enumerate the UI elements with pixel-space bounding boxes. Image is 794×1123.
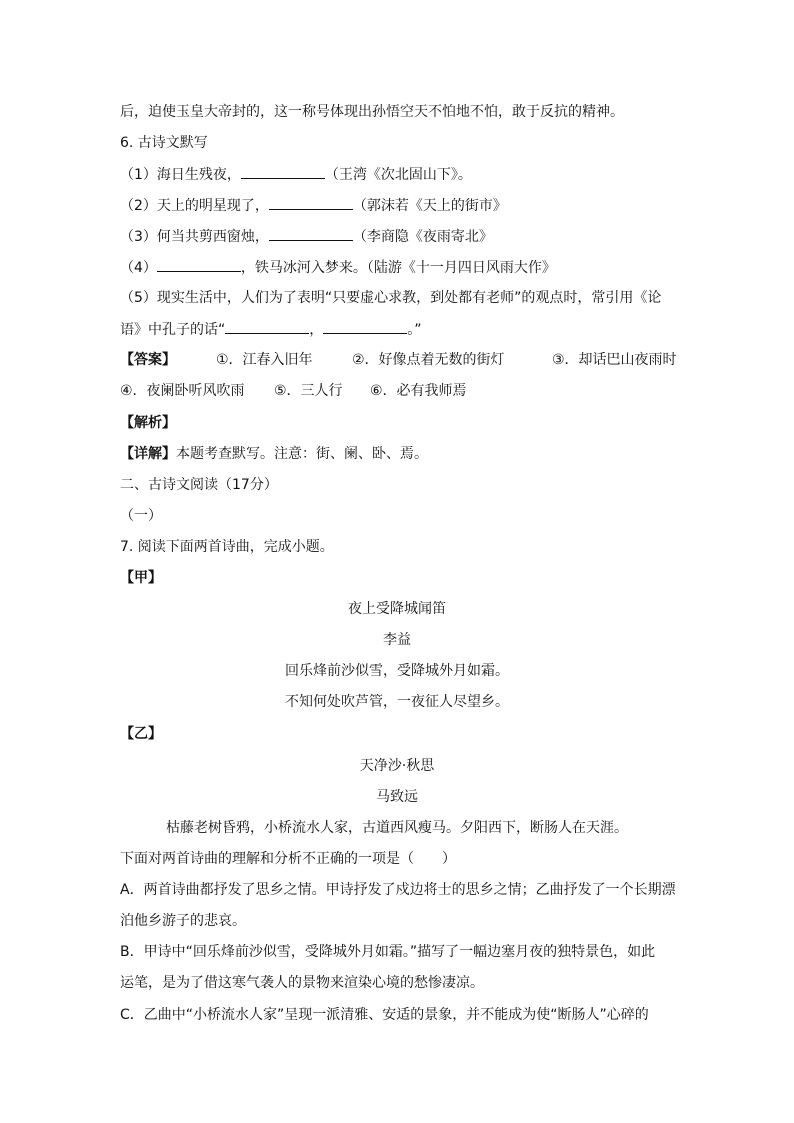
option-b-line-2: 运笔，是为了借这寒气袭人的景物来渲染心境的愁惨凄凉。 bbox=[120, 975, 484, 991]
section-2-part: （一） bbox=[120, 508, 162, 524]
poem-a-line-2: 不知何处吹芦管，一夜征人尽望乡。 bbox=[285, 694, 509, 710]
answer-blank bbox=[269, 195, 353, 210]
answer-item-6: ⑥．必有我师焉 bbox=[370, 383, 467, 399]
q6-item-2 bbox=[120, 195, 507, 216]
answer-item-4: ④．夜阑卧听风吹雨 bbox=[120, 383, 245, 399]
q7-stem: 7. 阅读下面两首诗曲，完成小题。 bbox=[120, 539, 334, 555]
answer-blank bbox=[323, 319, 407, 334]
q6-item-1-post: （王湾《次北固山下》。 bbox=[324, 167, 472, 183]
answer-blank bbox=[269, 226, 353, 241]
q6-item-1-pre: （1）海日生残夜， bbox=[120, 167, 241, 183]
poem-a-line-1: 回乐烽前沙似雪，受降城外月如霜。 bbox=[285, 663, 509, 679]
q6-item-5-line-2 bbox=[120, 319, 422, 340]
answer-line-2 bbox=[120, 381, 467, 401]
section-2-title: 二、古诗文阅读（17分） bbox=[120, 477, 278, 493]
answer-line-1 bbox=[120, 350, 677, 370]
q6-item-2-pre: （2）天上的明星现了， bbox=[120, 198, 269, 214]
question-stem: 下面对两首诗曲的理解和分析不正确的一项是（ ） bbox=[120, 851, 456, 867]
q6-item-2-post: （郭沫若《天上的街市》 bbox=[352, 198, 507, 214]
answer-blank bbox=[225, 319, 309, 334]
option-a-line-2: 泊他乡游子的悲哀。 bbox=[120, 913, 246, 929]
q6-item-5-post: 。” bbox=[407, 322, 422, 338]
poem-b-author: 马致远 bbox=[376, 789, 418, 805]
answer-item-5: ⑤．三人行 bbox=[274, 383, 343, 399]
analysis-label: 【解析】 bbox=[120, 415, 176, 431]
q6-item-1 bbox=[120, 164, 472, 185]
q6-item-3 bbox=[120, 226, 493, 247]
answer-item-3: ③．却话巴山夜雨时 bbox=[552, 352, 677, 368]
option-a-line-1: A．两首诗曲都抒发了思乡之情。甲诗抒发了戍边将士的思乡之情；乙曲抒发了一个长期漂 bbox=[120, 882, 676, 898]
q6-item-5-line-1: （5）现实生活中，人们为了表明“只要虚心求教，到处都有老师”的观点时，常引用《论 bbox=[120, 290, 662, 306]
q6-item-4-pre: （4） bbox=[120, 260, 157, 276]
answer-item-1: ①．江春入旧年 bbox=[216, 352, 313, 368]
q6-item-3-post: （李商隐《夜雨寄北》 bbox=[352, 229, 493, 245]
q6-item-3-pre: （3）何当共剪西窗烛， bbox=[120, 229, 269, 245]
answer-item-2: ②．好像点着无数的街灯 bbox=[352, 352, 505, 368]
answer-blank bbox=[241, 164, 325, 179]
answer-blank bbox=[157, 257, 241, 272]
q6-item-4 bbox=[120, 257, 556, 278]
q6-heading: 6. 古诗文默写 bbox=[120, 135, 208, 151]
poem-a-label: 【甲】 bbox=[120, 570, 162, 586]
q5-tail-text: 后，迫使玉皇大帝封的，这一称号体现出孙悟空天不怕地不怕，敢于反抗的精神。 bbox=[120, 104, 624, 120]
poem-a-title: 夜上受降城闻笛 bbox=[348, 601, 446, 617]
poem-b-label: 【乙】 bbox=[120, 726, 162, 742]
detail-text: 本题考查默写。注意：街、阑、卧、焉。 bbox=[176, 446, 428, 462]
poem-a-author: 李益 bbox=[383, 632, 411, 648]
poem-b-title: 天净沙·秋思 bbox=[359, 758, 435, 774]
q6-item-5-mid: ， bbox=[309, 322, 324, 338]
option-b-line-1: B．甲诗中“回乐烽前沙似雪，受降城外月如霜。”描写了一幅边塞月夜的独特景色，如此 bbox=[120, 944, 656, 960]
poem-b-line-1: 枯藤老树昏鸦，小桥流水人家，古道西风瘦马。夕阳西下，断肠人在天涯。 bbox=[166, 820, 628, 836]
detail-line bbox=[120, 444, 428, 464]
answer-label: 【答案】 bbox=[120, 352, 176, 368]
option-c-line-1: C．乙曲中“小桥流水人家”呈现一派清雅、安适的景象，并不能成为使“断肠人”心碎的 bbox=[120, 1007, 649, 1023]
q6-item-5-pre: 语》中孔子的话“ bbox=[120, 322, 226, 338]
detail-label: 【详解】 bbox=[120, 446, 176, 462]
q6-item-4-post: ，铁马冰河入梦来。（陆游《十一月四日风雨大作》 bbox=[240, 260, 556, 276]
